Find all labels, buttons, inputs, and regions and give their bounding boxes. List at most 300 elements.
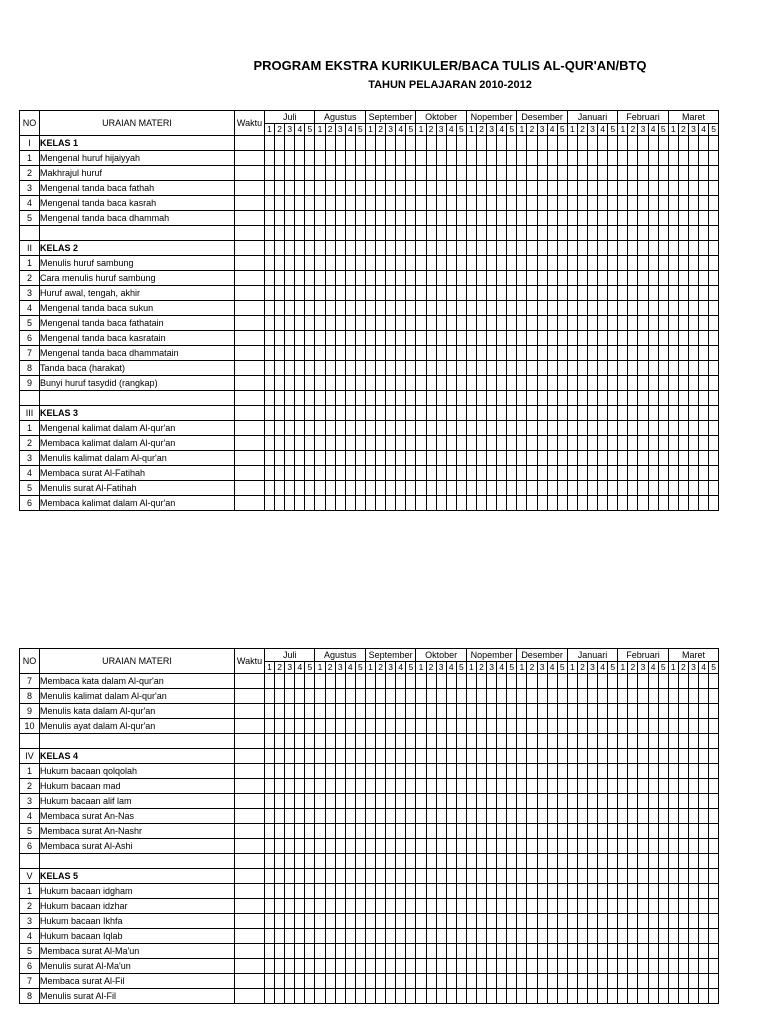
week-cell (355, 989, 365, 1004)
week-cell (527, 734, 537, 749)
week-cell (567, 331, 577, 346)
week-cell (365, 689, 375, 704)
row-waktu (235, 391, 265, 406)
week-cell (618, 689, 628, 704)
week-cell (678, 271, 688, 286)
week-cell (446, 719, 456, 734)
week-cell (476, 794, 486, 809)
table-row (20, 674, 719, 689)
week-cell (517, 301, 527, 316)
week-cell (476, 256, 486, 271)
week-cell (678, 211, 688, 226)
month-header: Nopember (466, 649, 516, 662)
week-header: 4 (547, 124, 557, 136)
week-cell (386, 944, 396, 959)
row-number: 1 (20, 256, 40, 271)
week-cell (588, 719, 598, 734)
week-cell (699, 196, 709, 211)
week-cell (355, 764, 365, 779)
week-cell (436, 764, 446, 779)
week-cell (426, 301, 436, 316)
week-cell (436, 914, 446, 929)
table-row (20, 436, 719, 451)
week-cell (406, 181, 416, 196)
week-cell (426, 196, 436, 211)
week-cell (466, 136, 476, 151)
week-cell (668, 884, 678, 899)
week-cell (507, 839, 517, 854)
week-cell (325, 734, 335, 749)
row-number: 2 (20, 166, 40, 181)
week-header: 4 (497, 662, 507, 674)
week-cell (588, 211, 598, 226)
week-cell (345, 436, 355, 451)
week-cell (608, 316, 618, 331)
week-cell (315, 316, 325, 331)
week-cell (598, 466, 608, 481)
week-cell (466, 689, 476, 704)
week-cell (487, 271, 497, 286)
week-cell (658, 481, 668, 496)
week-cell (678, 436, 688, 451)
week-cell (355, 481, 365, 496)
week-cell (446, 226, 456, 241)
week-cell (648, 779, 658, 794)
week-cell (658, 779, 668, 794)
week-cell (577, 301, 587, 316)
week-cell (598, 151, 608, 166)
schedule-table-1 (19, 110, 719, 511)
row-number (20, 226, 40, 241)
week-cell (305, 824, 315, 839)
week-cell (325, 226, 335, 241)
week-cell (678, 496, 688, 511)
week-cell (658, 286, 668, 301)
week-cell (335, 376, 345, 391)
table-row (20, 301, 719, 316)
week-cell (285, 196, 295, 211)
row-waktu (235, 301, 265, 316)
week-cell (648, 181, 658, 196)
week-cell (557, 914, 567, 929)
week-cell (446, 151, 456, 166)
week-cell (396, 181, 406, 196)
week-cell (325, 689, 335, 704)
week-cell (598, 719, 608, 734)
week-cell (699, 734, 709, 749)
week-cell (426, 331, 436, 346)
week-cell (678, 914, 688, 929)
week-cell (648, 749, 658, 764)
week-header: 5 (456, 124, 466, 136)
row-waktu (235, 151, 265, 166)
week-cell (588, 301, 598, 316)
week-cell (517, 959, 527, 974)
week-cell (598, 481, 608, 496)
week-cell (396, 674, 406, 689)
week-cell (709, 166, 719, 181)
week-cell (618, 854, 628, 869)
week-cell (648, 899, 658, 914)
week-cell (456, 361, 466, 376)
week-cell (497, 376, 507, 391)
week-cell (335, 974, 345, 989)
week-cell (709, 854, 719, 869)
week-cell (527, 436, 537, 451)
week-cell (386, 839, 396, 854)
week-cell (487, 869, 497, 884)
week-cell (688, 166, 698, 181)
week-cell (386, 136, 396, 151)
row-materi: Menulis ayat dalam Al-qur'an (40, 719, 235, 734)
week-cell (396, 331, 406, 346)
table-row (20, 974, 719, 989)
week-cell (527, 361, 537, 376)
week-cell (497, 166, 507, 181)
week-cell (668, 136, 678, 151)
week-cell (416, 301, 426, 316)
week-cell (688, 391, 698, 406)
week-cell (527, 989, 537, 1004)
row-waktu (235, 914, 265, 929)
week-cell (416, 151, 426, 166)
month-header: Oktober (416, 649, 466, 662)
week-cell (699, 301, 709, 316)
week-cell (527, 824, 537, 839)
week-cell (527, 779, 537, 794)
week-cell (618, 794, 628, 809)
table-row (20, 914, 719, 929)
row-number: 7 (20, 974, 40, 989)
week-cell (476, 346, 486, 361)
week-cell (376, 974, 386, 989)
week-cell (537, 749, 547, 764)
week-cell (608, 704, 618, 719)
week-cell (517, 271, 527, 286)
week-cell (305, 884, 315, 899)
week-cell (426, 839, 436, 854)
week-cell (466, 211, 476, 226)
week-cell (537, 929, 547, 944)
week-cell (668, 764, 678, 779)
week-cell (315, 421, 325, 436)
week-cell (648, 166, 658, 181)
week-cell (497, 406, 507, 421)
week-cell (265, 436, 275, 451)
week-cell (436, 749, 446, 764)
week-cell (588, 749, 598, 764)
week-cell (567, 689, 577, 704)
week-cell (668, 794, 678, 809)
week-cell (688, 869, 698, 884)
week-cell (487, 809, 497, 824)
week-cell (396, 809, 406, 824)
week-cell (588, 779, 598, 794)
week-cell (527, 226, 537, 241)
week-cell (436, 166, 446, 181)
week-cell (365, 794, 375, 809)
week-cell (487, 211, 497, 226)
week-cell (497, 779, 507, 794)
week-cell (386, 989, 396, 1004)
week-header: 5 (557, 124, 567, 136)
week-cell (345, 689, 355, 704)
week-cell (567, 809, 577, 824)
week-cell (295, 346, 305, 361)
week-cell (466, 481, 476, 496)
week-cell (487, 734, 497, 749)
week-cell (305, 301, 315, 316)
week-cell (345, 316, 355, 331)
week-cell (315, 899, 325, 914)
week-cell (598, 734, 608, 749)
week-cell (436, 869, 446, 884)
week-cell (305, 809, 315, 824)
week-cell (638, 421, 648, 436)
week-cell (638, 301, 648, 316)
week-cell (588, 959, 598, 974)
week-cell (345, 734, 355, 749)
week-cell (466, 944, 476, 959)
row-number: 6 (20, 496, 40, 511)
week-cell (325, 196, 335, 211)
class-group-row (20, 406, 719, 421)
week-cell (466, 421, 476, 436)
week-cell (355, 959, 365, 974)
week-cell (497, 989, 507, 1004)
week-cell (537, 719, 547, 734)
table-row (20, 779, 719, 794)
week-cell (577, 959, 587, 974)
week-cell (285, 451, 295, 466)
week-cell (345, 704, 355, 719)
week-cell (456, 331, 466, 346)
week-cell (557, 316, 567, 331)
week-header: 3 (638, 662, 648, 674)
week-cell (588, 466, 598, 481)
row-number: 1 (20, 764, 40, 779)
week-cell (396, 944, 406, 959)
week-cell (678, 989, 688, 1004)
week-cell (699, 436, 709, 451)
week-cell (658, 376, 668, 391)
week-cell (638, 391, 648, 406)
week-cell (658, 241, 668, 256)
week-header: 1 (315, 662, 325, 674)
week-cell (426, 674, 436, 689)
week-cell (709, 929, 719, 944)
week-cell (295, 854, 305, 869)
week-cell (285, 436, 295, 451)
week-cell (699, 151, 709, 166)
week-cell (365, 749, 375, 764)
week-cell (598, 809, 608, 824)
week-cell (709, 959, 719, 974)
week-cell (476, 689, 486, 704)
week-cell (577, 914, 587, 929)
week-cell (688, 286, 698, 301)
week-cell (295, 331, 305, 346)
week-cell (466, 674, 476, 689)
week-cell (285, 854, 295, 869)
week-cell (436, 316, 446, 331)
week-cell (628, 794, 638, 809)
week-cell (446, 436, 456, 451)
week-cell (678, 704, 688, 719)
week-cell (416, 256, 426, 271)
week-cell (608, 136, 618, 151)
week-cell (527, 376, 537, 391)
week-cell (446, 899, 456, 914)
week-cell (295, 914, 305, 929)
week-cell (577, 689, 587, 704)
week-cell (628, 914, 638, 929)
week-cell (588, 346, 598, 361)
week-cell (466, 346, 476, 361)
week-cell (547, 794, 557, 809)
week-header: 3 (285, 662, 295, 674)
week-cell (285, 226, 295, 241)
week-cell (588, 436, 598, 451)
week-cell (315, 704, 325, 719)
week-cell (527, 974, 537, 989)
week-cell (497, 481, 507, 496)
week-cell (335, 151, 345, 166)
week-cell (265, 331, 275, 346)
week-cell (517, 869, 527, 884)
week-cell (466, 779, 476, 794)
week-cell (557, 734, 567, 749)
week-cell (466, 794, 476, 809)
week-cell (315, 734, 325, 749)
week-cell (547, 151, 557, 166)
week-cell (305, 136, 315, 151)
week-cell (386, 196, 396, 211)
week-cell (456, 151, 466, 166)
week-cell (577, 271, 587, 286)
week-cell (376, 421, 386, 436)
row-materi: KELAS 5 (40, 869, 235, 884)
week-cell (577, 286, 587, 301)
row-materi: Mengenal tanda baca kasrah (40, 196, 235, 211)
week-cell (547, 181, 557, 196)
week-header: 5 (355, 662, 365, 674)
week-cell (365, 181, 375, 196)
week-cell (325, 869, 335, 884)
week-cell (537, 286, 547, 301)
week-cell (476, 719, 486, 734)
week-cell (567, 481, 577, 496)
week-header: 3 (537, 124, 547, 136)
week-cell (547, 376, 557, 391)
week-cell (305, 899, 315, 914)
week-cell (577, 211, 587, 226)
week-cell (658, 256, 668, 271)
week-cell (285, 151, 295, 166)
table-row (20, 196, 719, 211)
week-cell (335, 256, 345, 271)
week-cell (557, 809, 567, 824)
week-cell (466, 854, 476, 869)
week-cell (396, 376, 406, 391)
row-number: I (20, 136, 40, 151)
week-cell (416, 421, 426, 436)
week-cell (547, 674, 557, 689)
week-cell (567, 346, 577, 361)
week-cell (557, 689, 567, 704)
week-cell (699, 466, 709, 481)
table-row (20, 391, 719, 406)
week-cell (416, 286, 426, 301)
week-cell (688, 734, 698, 749)
week-cell (658, 421, 668, 436)
week-cell (577, 181, 587, 196)
week-cell (638, 241, 648, 256)
week-cell (426, 944, 436, 959)
week-cell (376, 256, 386, 271)
week-header: 1 (668, 124, 678, 136)
week-cell (618, 436, 628, 451)
week-cell (537, 899, 547, 914)
column-header-no: NO (20, 111, 40, 136)
week-cell (456, 466, 466, 481)
row-materi: Cara menulis huruf sambung (40, 271, 235, 286)
week-cell (265, 271, 275, 286)
week-cell (517, 181, 527, 196)
week-cell (466, 391, 476, 406)
week-cell (588, 226, 598, 241)
week-cell (315, 824, 325, 839)
week-cell (517, 914, 527, 929)
week-cell (275, 689, 285, 704)
week-cell (335, 959, 345, 974)
week-cell (355, 256, 365, 271)
week-cell (285, 674, 295, 689)
week-cell (376, 286, 386, 301)
week-cell (678, 136, 688, 151)
week-cell (396, 734, 406, 749)
week-cell (588, 256, 598, 271)
week-cell (688, 136, 698, 151)
week-cell (426, 974, 436, 989)
week-cell (335, 166, 345, 181)
week-cell (305, 211, 315, 226)
week-cell (376, 241, 386, 256)
week-cell (315, 406, 325, 421)
week-cell (355, 809, 365, 824)
week-cell (527, 839, 537, 854)
week-cell (295, 974, 305, 989)
week-header: 4 (547, 662, 557, 674)
week-cell (325, 151, 335, 166)
week-cell (497, 899, 507, 914)
week-cell (507, 226, 517, 241)
week-cell (608, 496, 618, 511)
week-cell (325, 824, 335, 839)
week-cell (275, 346, 285, 361)
week-cell (709, 884, 719, 899)
week-cell (305, 704, 315, 719)
row-waktu (235, 256, 265, 271)
row-number: 8 (20, 989, 40, 1004)
week-cell (598, 211, 608, 226)
week-cell (436, 496, 446, 511)
week-cell (456, 764, 466, 779)
week-cell (365, 944, 375, 959)
week-cell (305, 989, 315, 1004)
week-cell (547, 824, 557, 839)
week-cell (476, 466, 486, 481)
